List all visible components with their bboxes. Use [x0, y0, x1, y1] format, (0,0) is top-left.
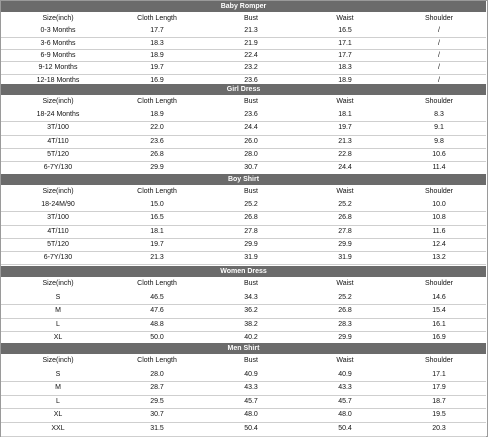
- value-cell: 10.6: [432, 150, 446, 158]
- column-header: Bust: [243, 188, 258, 195]
- value-cell: 17.9: [432, 384, 446, 392]
- column-header: Waist: [336, 280, 354, 287]
- size-cell: 4T/110: [47, 137, 69, 145]
- column-header: Waist: [336, 188, 354, 195]
- value-cell: 18.9: [150, 111, 164, 119]
- value-cell: 19.7: [338, 124, 352, 132]
- value-cell: 24.4: [338, 164, 352, 171]
- value-cell: 45.7: [244, 397, 258, 405]
- value-cell: 29.9: [338, 334, 352, 342]
- row-separator: [1, 225, 486, 226]
- value-cell: 21.3: [244, 27, 258, 35]
- value-cell: 50.4: [338, 425, 352, 432]
- column-header: Size(inch): [42, 280, 74, 287]
- section-title: Girl Dress: [1, 84, 486, 95]
- value-cell: 28.3: [338, 320, 352, 328]
- value-cell: 17.1: [432, 370, 446, 378]
- column-header: Cloth Length: [137, 280, 177, 287]
- value-cell: 9.8: [434, 137, 444, 145]
- value-cell: 45.7: [338, 397, 352, 405]
- row-separator: [1, 161, 486, 162]
- value-cell: 16.5: [150, 214, 164, 222]
- value-cell: 26.8: [338, 214, 352, 222]
- row-separator: [1, 318, 486, 319]
- value-cell: 48.8: [150, 320, 164, 328]
- value-cell: 19.7: [150, 240, 164, 248]
- value-cell: 27.8: [244, 227, 258, 235]
- size-cell: 6-7Y/130: [43, 164, 73, 171]
- value-cell: 19.7: [150, 64, 164, 72]
- value-cell: 28.0: [244, 150, 258, 158]
- row-separator: [1, 49, 486, 50]
- row-separator: [1, 238, 486, 239]
- value-cell: /: [438, 76, 440, 84]
- size-cell: M: [55, 384, 61, 392]
- column-header: Waist: [336, 15, 354, 22]
- column-header: Shoulder: [424, 15, 454, 22]
- section-title: Men Shirt: [1, 343, 486, 354]
- value-cell: 25.2: [338, 293, 352, 301]
- value-cell: 34.3: [244, 293, 258, 301]
- row-separator: [1, 381, 486, 382]
- value-cell: 40.9: [338, 370, 352, 378]
- value-cell: 17.7: [150, 27, 164, 35]
- value-cell: 31.9: [338, 254, 352, 261]
- value-cell: 29.9: [244, 240, 258, 248]
- value-cell: 46.5: [150, 293, 164, 301]
- size-cell: 9-12 Months: [38, 64, 78, 72]
- value-cell: 18.3: [150, 39, 164, 47]
- size-cell: 18-24M/90: [41, 201, 75, 209]
- size-cell: S: [55, 293, 61, 301]
- value-cell: 27.8: [338, 227, 352, 235]
- value-cell: 29.9: [338, 240, 352, 248]
- column-header: Waist: [336, 98, 354, 105]
- value-cell: 36.2: [244, 307, 258, 315]
- value-cell: 28.0: [150, 370, 164, 378]
- size-cell: 3-6 Months: [40, 39, 76, 47]
- value-cell: 13.2: [432, 254, 446, 261]
- value-cell: 18.1: [150, 227, 164, 235]
- value-cell: 48.0: [338, 411, 352, 419]
- column-header: Bust: [243, 357, 258, 364]
- column-header: Size(inch): [42, 357, 74, 364]
- value-cell: 18.1: [338, 111, 352, 119]
- size-cell: 3T/100: [47, 124, 69, 132]
- value-cell: 29.5: [150, 397, 164, 405]
- row-separator: [1, 148, 486, 149]
- value-cell: 17.1: [338, 39, 352, 47]
- value-cell: /: [438, 51, 440, 59]
- value-cell: 18.7: [432, 397, 446, 405]
- value-cell: 26.8: [244, 214, 258, 222]
- value-cell: 38.2: [244, 320, 258, 328]
- value-cell: 26.8: [150, 150, 164, 158]
- value-cell: 21.3: [150, 254, 164, 261]
- size-cell: 5T/120: [47, 240, 69, 248]
- value-cell: 25.2: [338, 201, 352, 209]
- value-cell: 40.2: [244, 334, 258, 342]
- value-cell: 24.4: [244, 124, 258, 132]
- value-cell: 16.5: [338, 27, 352, 35]
- value-cell: 10.8: [432, 214, 446, 222]
- value-cell: /: [438, 64, 440, 72]
- column-header: Size(inch): [42, 98, 74, 105]
- column-header: Cloth Length: [137, 98, 177, 105]
- row-separator: [1, 436, 486, 437]
- size-cell: 6-9 Months: [40, 51, 76, 59]
- value-cell: 19.5: [432, 411, 446, 419]
- value-cell: 21.3: [338, 137, 352, 145]
- size-cell: XL: [53, 334, 63, 342]
- value-cell: 9.1: [434, 124, 444, 132]
- value-cell: 29.9: [150, 164, 164, 171]
- value-cell: 43.3: [244, 384, 258, 392]
- value-cell: 30.7: [244, 164, 258, 171]
- value-cell: 18.9: [338, 76, 352, 84]
- size-cell: 18-24 Months: [36, 111, 80, 119]
- size-cell: 3T/100: [47, 214, 69, 222]
- column-header: Size(inch): [42, 188, 74, 195]
- value-cell: 48.0: [244, 411, 258, 419]
- value-cell: 12.4: [432, 240, 446, 248]
- value-cell: 28.7: [150, 384, 164, 392]
- value-cell: 31.9: [244, 254, 258, 261]
- row-separator: [1, 251, 486, 252]
- size-cell: 5T/120: [47, 150, 69, 158]
- value-cell: 21.9: [244, 39, 258, 47]
- value-cell: 31.5: [150, 425, 164, 432]
- value-cell: 40.9: [244, 370, 258, 378]
- value-cell: 25.2: [244, 201, 258, 209]
- column-header: Shoulder: [424, 280, 454, 287]
- value-cell: 47.6: [150, 307, 164, 315]
- value-cell: 22.8: [338, 150, 352, 158]
- value-cell: 23.6: [244, 76, 258, 84]
- column-header: Size(inch): [42, 15, 74, 22]
- column-header: Cloth Length: [137, 15, 177, 22]
- size-cell: 12-18 Months: [36, 76, 80, 84]
- column-header: Cloth Length: [137, 188, 177, 195]
- column-header: Bust: [243, 15, 258, 22]
- row-separator: [1, 211, 486, 212]
- value-cell: 43.3: [338, 384, 352, 392]
- row-separator: [1, 121, 486, 122]
- value-cell: 22.4: [244, 51, 258, 59]
- value-cell: /: [438, 39, 440, 47]
- size-cell: 4T/110: [47, 227, 69, 235]
- size-cell: L: [56, 397, 60, 405]
- value-cell: 14.6: [432, 293, 446, 301]
- value-cell: 16.9: [150, 76, 164, 84]
- value-cell: 30.7: [150, 411, 164, 419]
- size-cell: 6-7Y/130: [43, 254, 73, 261]
- section-title: Boy Shirt: [1, 174, 486, 185]
- value-cell: 26.8: [338, 307, 352, 315]
- value-cell: 22.0: [150, 124, 164, 132]
- column-header: Shoulder: [424, 188, 454, 195]
- size-cell: XL: [53, 411, 63, 419]
- row-separator: [1, 304, 486, 305]
- value-cell: 50.4: [244, 425, 258, 432]
- value-cell: 18.9: [150, 51, 164, 59]
- section-title: Women Dress: [1, 266, 486, 277]
- value-cell: 11.6: [432, 227, 446, 235]
- size-cell: 0-3 Months: [40, 27, 76, 35]
- value-cell: 8.3: [434, 111, 444, 119]
- value-cell: 11.4: [432, 164, 446, 171]
- column-header: Bust: [243, 280, 258, 287]
- column-header: Shoulder: [424, 357, 454, 364]
- column-header: Bust: [243, 98, 258, 105]
- value-cell: 16.9: [432, 334, 446, 342]
- size-cell: L: [56, 320, 60, 328]
- value-cell: 50.0: [150, 334, 164, 342]
- value-cell: 15.4: [432, 307, 446, 315]
- row-separator: [1, 37, 486, 38]
- value-cell: 16.1: [432, 320, 446, 328]
- value-cell: 23.6: [244, 111, 258, 119]
- column-header: Waist: [336, 357, 354, 364]
- row-separator: [1, 61, 486, 62]
- column-header: Cloth Length: [137, 357, 177, 364]
- value-cell: 26.0: [244, 137, 258, 145]
- value-cell: 23.2: [244, 64, 258, 72]
- value-cell: 15.0: [150, 201, 164, 209]
- row-separator: [1, 74, 486, 75]
- column-header: Shoulder: [424, 98, 454, 105]
- value-cell: 17.7: [338, 51, 352, 59]
- row-separator: [1, 422, 486, 423]
- value-cell: 18.3: [338, 64, 352, 72]
- size-cell: XXL: [51, 425, 65, 432]
- value-cell: /: [438, 27, 440, 35]
- section-title: Baby Romper: [1, 1, 486, 12]
- value-cell: 10.0: [432, 201, 446, 209]
- size-cell: S: [55, 370, 61, 378]
- row-separator: [1, 135, 486, 136]
- row-separator: [1, 331, 486, 332]
- value-cell: 20.3: [432, 425, 446, 432]
- row-separator: [1, 408, 486, 409]
- size-cell: M: [55, 307, 61, 315]
- row-separator: [1, 395, 486, 396]
- value-cell: 23.6: [150, 137, 164, 145]
